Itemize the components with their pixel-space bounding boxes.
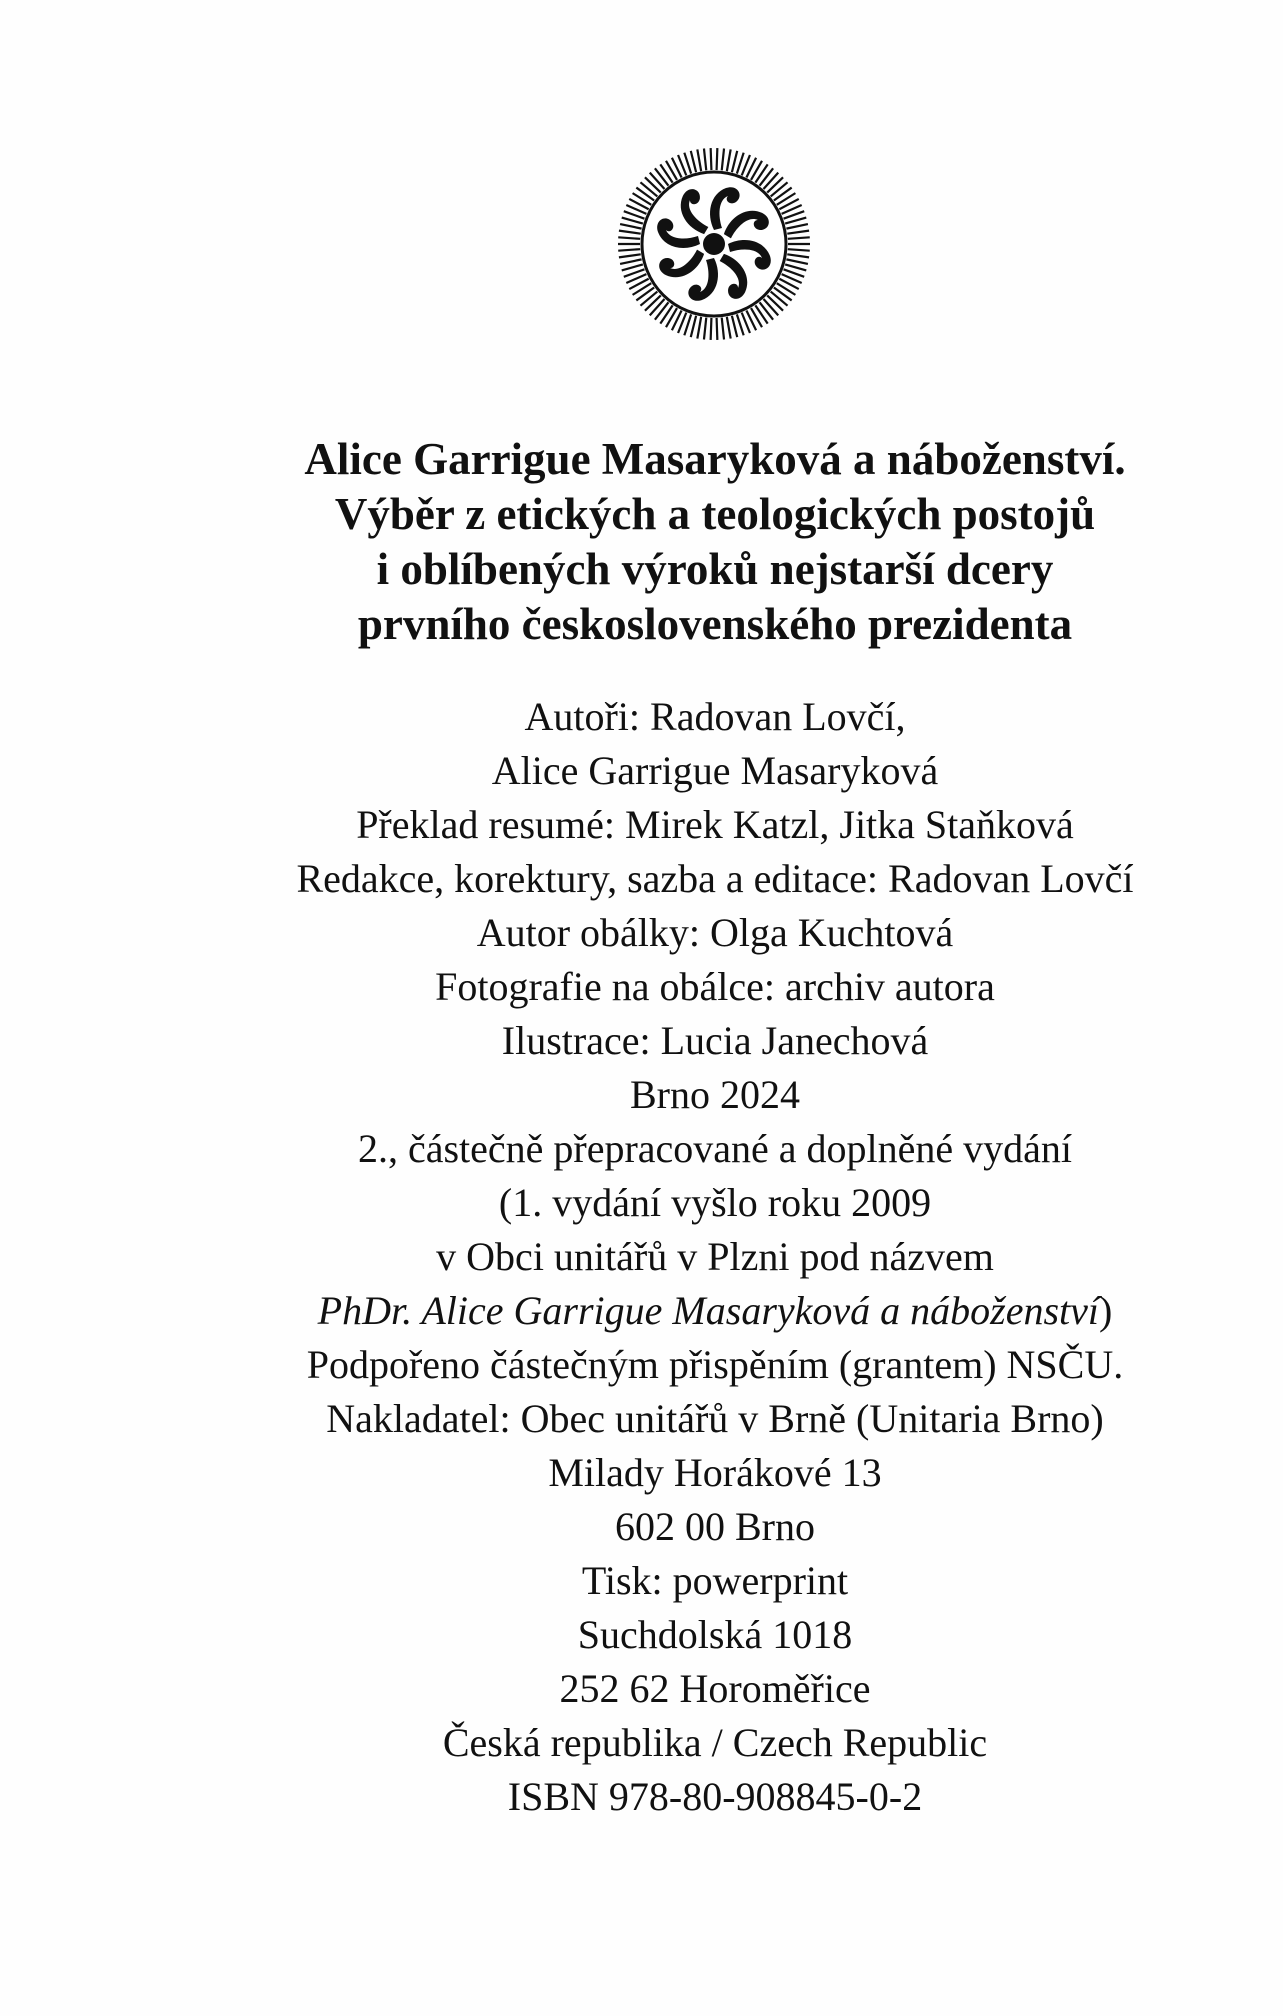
ornament-ray	[636, 287, 654, 300]
ornament-ray	[722, 149, 724, 171]
ornament-ray	[655, 168, 669, 185]
ornament-ray	[640, 292, 657, 306]
ornament-ray	[788, 249, 810, 251]
ornament-ray	[774, 188, 792, 201]
ornament-ray	[650, 173, 665, 189]
publisher-city: 602 00 Brno	[615, 1504, 815, 1549]
ornament-ray	[691, 151, 696, 172]
cover-photo-credit: Fotografie na obálce: archiv autora	[435, 964, 995, 1009]
isbn: ISBN 978-80-908845-0-2	[507, 1774, 923, 1819]
first-edition-note: (1. vydání vyšlo roku 2009	[498, 1180, 932, 1225]
ornament-ray	[645, 295, 661, 310]
title-line-2: Výběr z etických a teologických postojů	[334, 489, 1096, 539]
ornament-center-dot	[703, 233, 725, 255]
translation-credit: Překlad resumé: Mirek Katzl, Jitka Staňková	[356, 802, 1074, 847]
publisher: Nakladatel: Obec unitářů v Brně (Unitaria Brno)	[326, 1396, 1104, 1441]
ornament-ray	[636, 188, 654, 201]
illustration-credit: Ilustrace: Lucia Janechová	[501, 1018, 929, 1063]
title-line-3: i oblíbených výroků nejstarší dcery	[376, 544, 1054, 594]
support-note: Podpořeno částečným přispěním (grantem) NSČU.	[306, 1342, 1124, 1387]
ornament-ray	[767, 177, 783, 192]
print-city: 252 62 Horoměřice	[559, 1666, 871, 1711]
title-line-4: prvního československého prezidenta	[357, 599, 1073, 649]
first-edition-close: )	[1099, 1288, 1113, 1333]
ornament-ray	[764, 299, 779, 315]
ornament-ray	[722, 318, 724, 340]
edition-note: 2., částečně přepracované a doplněné vydání	[357, 1126, 1073, 1171]
first-edition-title: PhDr. Alice Garrigue Masaryková a náboženství	[317, 1288, 1100, 1333]
ornament-ray	[618, 249, 640, 251]
first-edition-title-line	[100, 1284, 1283, 1338]
colophon	[100, 690, 1283, 1824]
ornament-ray	[655, 302, 669, 319]
ornament-ray	[760, 302, 774, 319]
ornament-ray	[645, 177, 661, 192]
book-title	[100, 432, 1283, 652]
place-year: Brno 2024	[630, 1072, 800, 1117]
ornament-ray	[619, 254, 641, 257]
ornament-ray	[620, 224, 642, 229]
ornament-ray	[787, 254, 809, 257]
ornament-ray	[785, 218, 806, 224]
rosette-ornament-icon	[614, 144, 814, 344]
ornament-ray	[697, 317, 701, 339]
cover-author-credit: Autor obálky: Olga Kuchtová	[476, 910, 954, 955]
ornament-ray	[732, 316, 737, 337]
ornament-ray	[786, 259, 808, 264]
ornament-ray	[787, 231, 809, 234]
ornament-ray	[732, 151, 737, 172]
ornament-ray	[618, 237, 640, 239]
ornament-ray	[767, 295, 783, 310]
ornament-ray	[704, 149, 706, 171]
ornament-ray	[691, 316, 696, 337]
ornament-ray	[774, 287, 792, 300]
print-credit: Tisk: powerprint	[581, 1558, 849, 1603]
ornament-ray	[650, 299, 665, 315]
ornament-ray	[640, 182, 657, 196]
ornament-ray	[786, 224, 808, 229]
ornament-ray	[622, 218, 643, 224]
ornament-ray	[711, 318, 712, 340]
country: Česká republika / Czech Republic	[442, 1720, 988, 1765]
ornament-ray	[788, 237, 810, 239]
ornament-ray	[620, 259, 642, 264]
ornament-ray	[717, 318, 718, 340]
title-line-1: Alice Garrigue Masaryková a náboženství.	[304, 434, 1126, 484]
authors-line-1: Autoři: Radovan Lovčí,	[524, 694, 906, 739]
ornament-ray	[760, 168, 774, 185]
ornament-ray	[717, 148, 718, 170]
authors-line-2: Alice Garrigue Masaryková	[491, 748, 939, 793]
ornament-ray	[704, 318, 706, 340]
ornament-ray	[771, 182, 788, 196]
ornament-ray	[727, 149, 731, 171]
ornament-ray	[711, 148, 712, 170]
ornament-ray	[622, 264, 643, 270]
print-street: Suchdolská 1018	[577, 1612, 853, 1657]
ornament-ray	[771, 292, 788, 306]
ornament-ray	[619, 231, 641, 234]
editing-credit: Redakce, korektury, sazba a editace: Radovan Lovčí	[296, 856, 1134, 901]
ornament-ray	[727, 317, 731, 339]
first-edition-publisher: v Obci unitářů v Plzni pod názvem	[436, 1234, 994, 1279]
ornament-ray	[697, 149, 701, 171]
ornament-ray	[764, 173, 779, 189]
publisher-street: Milady Horákové 13	[548, 1450, 882, 1495]
ornament-ray	[785, 264, 806, 270]
